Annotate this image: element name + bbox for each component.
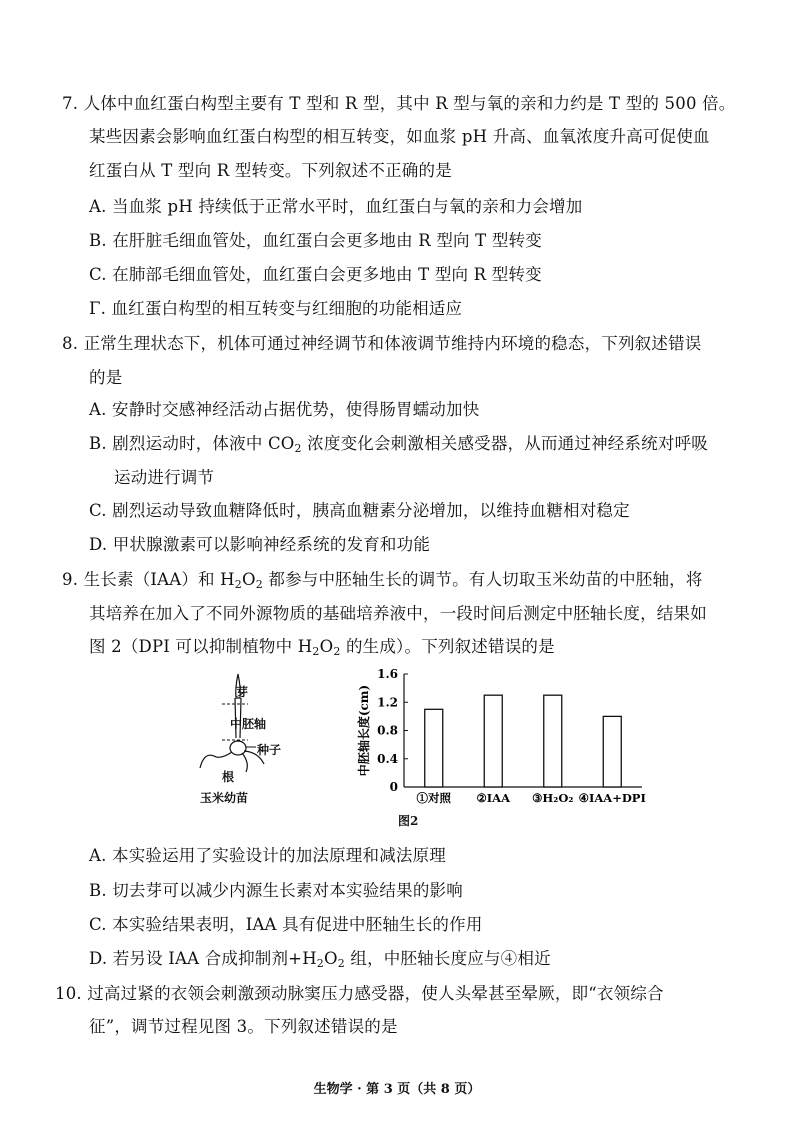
q8-b-text-1: B. 剧烈运动时，体液中 CO xyxy=(89,434,295,453)
q7-option-a: A. 当血浆 pH 持续低于正常水平时，血红蛋白与氧的亲和力会增加 xyxy=(89,197,583,216)
q9-option-d xyxy=(89,948,551,970)
q9-option-c: C. 本实验结果表明，IAA 具有促进中胚轴生长的作用 xyxy=(89,915,483,934)
label-seedling-caption: 玉米幼苗 xyxy=(200,791,249,805)
q9-s1-sub2: 2 xyxy=(255,578,263,591)
bar-3 xyxy=(544,695,562,787)
q8-stem-line-1: 8. 正常生理状态下，机体可通过神经调节和体液调节维持内环境的稳态，下列叙述错误 xyxy=(62,334,702,353)
seed-shape xyxy=(230,741,246,755)
q9-stem-line-3 xyxy=(89,636,555,658)
q10-stem-line-1: 10. 过高过紧的衣领会刺激颈动脉窦压力感受器，使人头晕甚至晕厥，即“衣领综合 xyxy=(55,984,664,1003)
q9-s1-c: 都参与中胚轴生长的调节。有人切取玉米幼苗的中胚轴，将 xyxy=(262,570,703,589)
q8-b-text-2: 浓度变化会刺激相关感受器，从而通过神经系统对呼吸 xyxy=(301,434,708,453)
q9-option-b: B. 切去芽可以减少内源生长素对本实验结果的影响 xyxy=(89,881,463,900)
figure-caption: 图2 xyxy=(398,814,419,828)
q9-s3-sub1: 2 xyxy=(312,645,320,658)
y-tick-label: 0.4 xyxy=(377,751,398,766)
y-tick-label: 1.2 xyxy=(377,695,398,710)
root-left xyxy=(200,752,232,768)
q8-option-d: D. 甲状腺激素可以影响神经系统的发育和功能 xyxy=(89,535,431,554)
q8-option-a: A. 安静时交感神经活动占据优势，使得肠胃蠕动加快 xyxy=(89,400,480,419)
q9-d-a: D. 若另设 IAA 合成抑制剂+H xyxy=(89,949,317,968)
q9-stem-line-1 xyxy=(62,569,703,591)
q9-d-sub1: 2 xyxy=(316,957,324,970)
page-footer: 生物学 · 第 3 页（共 8 页） xyxy=(313,1082,481,1097)
label-root: 根 xyxy=(222,770,235,784)
q8-b-sub: 2 xyxy=(294,442,302,455)
bar-1 xyxy=(425,709,443,787)
x-tick-label: ③H₂O₂ xyxy=(532,791,574,805)
mesocotyl-length-chart xyxy=(350,662,650,812)
x-tick-label: ④IAA+DPI xyxy=(578,791,646,805)
q8-option-b-line-1 xyxy=(89,433,708,455)
q9-d-b: O xyxy=(324,949,338,968)
label-mesocotyl: 中胚轴 xyxy=(230,717,267,731)
y-tick-label: 0.8 xyxy=(377,723,398,738)
q9-stem-line-2: 其培养在加入了不同外源物质的基础培养液中，一段时间后测定中胚轴长度，结果如 xyxy=(89,604,707,623)
q8-option-b-line-2: 运动进行调节 xyxy=(114,468,215,487)
q8-stem-line-2: 的是 xyxy=(89,368,123,387)
x-tick-label: ①对照 xyxy=(416,791,451,805)
label-seed: 种子 xyxy=(257,743,282,757)
x-tick-label: ②IAA xyxy=(476,791,511,805)
q9-d-sub2: 2 xyxy=(337,957,345,970)
q7-option-c: C. 在肺部毛细血管处，血红蛋白会更多地由 T 型向 R 型转变 xyxy=(89,265,542,284)
q8-option-c: C. 剧烈运动导致血糖降低时，胰高血糖素分泌增加，以维持血糖相对稳定 xyxy=(89,501,630,520)
q9-s1-sub1: 2 xyxy=(234,578,242,591)
root-mid xyxy=(242,753,247,772)
q9-s3-sub2: 2 xyxy=(333,645,341,658)
q9-option-a: A. 本实验运用了实验设计的加法原理和减法原理 xyxy=(89,846,447,865)
q9-s3-c: 的生成）。下列叙述错误的是 xyxy=(340,637,555,656)
q9-s3-b: O xyxy=(319,637,334,656)
q9-s1-b: O xyxy=(241,570,256,589)
q9-d-c: 组，中胚轴长度应与④相近 xyxy=(344,949,551,968)
q7-option-b: B. 在肝脏毛细血管处，血红蛋白会更多地由 R 型向 T 型转变 xyxy=(89,231,542,250)
label-bud: 芽 xyxy=(236,685,249,699)
q7-stem-line-1: 7. 人体中血红蛋白构型主要有 T 型和 R 型，其中 R 型与氧的亲和力约是 T 型的 500 倍。 xyxy=(62,94,736,113)
q10-stem-line-2: 征”，调节过程见图 3。下列叙述错误的是 xyxy=(89,1017,398,1036)
y-tick-label: 1.6 xyxy=(377,667,398,681)
bar-4 xyxy=(603,716,621,787)
q9-s1-a: 9. 生长素（IAA）和 H xyxy=(62,570,235,589)
q7-stem-line-2: 某些因素会影响血红蛋白构型的相互转变，如血浆 pH 升高、血氧浓度升高可促使血 xyxy=(89,127,710,146)
q7-stem-line-3: 红蛋白从 T 型向 R 型转变。下列叙述不正确的是 xyxy=(89,161,452,180)
y-axis-label: 中胚轴长度(cm) xyxy=(357,684,371,777)
bar-2 xyxy=(484,695,502,787)
q9-s3-a: 图 2（DPI 可以抑制植物中 H xyxy=(89,637,313,656)
y-tick-label: 0 xyxy=(389,780,398,794)
q7-option-d: Γ. 血红蛋白构型的相互转变与红细胞的功能相适应 xyxy=(89,299,463,318)
